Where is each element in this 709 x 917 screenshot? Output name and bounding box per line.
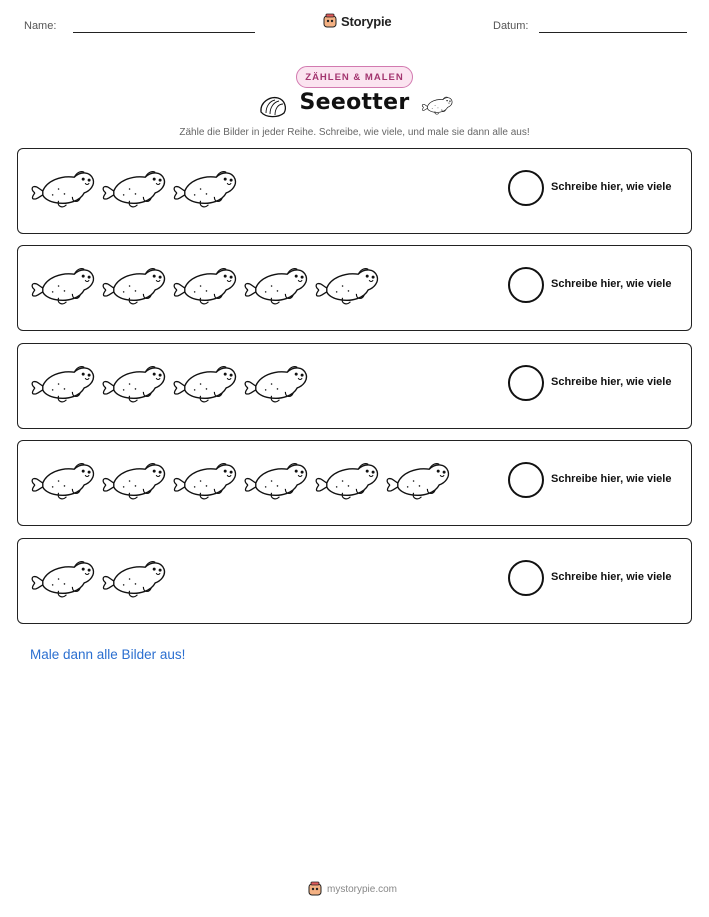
seal-icon	[384, 455, 451, 505]
seal-icon	[100, 163, 167, 213]
seal-icon	[242, 260, 309, 310]
mascot-icon	[322, 13, 338, 29]
answer-circle[interactable]	[508, 462, 544, 498]
name-label: Name:	[24, 20, 57, 32]
coloring-note: Male dann alle Bilder aus!	[30, 647, 186, 662]
site-url: mystorypie.com	[327, 883, 398, 895]
site-footer	[307, 881, 397, 897]
answer-circle[interactable]	[508, 170, 544, 206]
seal-icon	[171, 260, 238, 310]
name-line[interactable]	[73, 32, 255, 33]
seal-icon	[171, 163, 238, 213]
seal-icon	[313, 260, 380, 310]
counting-row-2	[17, 245, 692, 331]
seal-group	[29, 553, 167, 603]
seal-icon	[171, 358, 238, 408]
seal-icon	[29, 358, 96, 408]
seal-icon	[242, 455, 309, 505]
counting-row-1	[17, 148, 692, 234]
seal-group	[29, 358, 309, 408]
counting-row-5	[17, 538, 692, 624]
seal-icon	[29, 163, 96, 213]
counting-row-4	[17, 440, 692, 526]
brand-name: Storypie	[341, 13, 392, 29]
seal-icon	[313, 455, 380, 505]
answer-label: Schreibe hier, wie viele	[551, 376, 672, 388]
date-label: Datum:	[493, 20, 529, 32]
answer-label: Schreibe hier, wie viele	[551, 278, 672, 290]
seal-icon	[29, 455, 96, 505]
seal-icon	[100, 260, 167, 310]
seal-group	[29, 455, 451, 505]
mascot-icon	[307, 881, 323, 897]
seal-icon	[100, 553, 167, 603]
seal-icon	[171, 455, 238, 505]
instructions: Zähle die Bilder in jeder Reihe. Schreibe, wie viele, und male sie dann alle aus!	[179, 127, 530, 138]
seal-icon	[29, 260, 96, 310]
answer-circle[interactable]	[508, 365, 544, 401]
seal-group	[29, 163, 238, 213]
seal-icon	[29, 553, 96, 603]
date-line[interactable]	[539, 32, 687, 33]
seal-group	[29, 260, 380, 310]
answer-label: Schreibe hier, wie viele	[551, 473, 672, 485]
answer-circle[interactable]	[508, 560, 544, 596]
page-title: Seeotter	[299, 90, 410, 115]
seal-icon	[420, 93, 454, 117]
seal-icon	[100, 455, 167, 505]
counting-row-3	[17, 343, 692, 429]
seal-icon	[100, 358, 167, 408]
answer-label: Schreibe hier, wie viele	[551, 571, 672, 583]
category-badge: ZÄHLEN & MALEN	[296, 66, 413, 88]
brand-logo	[322, 13, 391, 29]
answer-circle[interactable]	[508, 267, 544, 303]
seal-icon	[242, 358, 309, 408]
answer-label: Schreibe hier, wie viele	[551, 181, 672, 193]
